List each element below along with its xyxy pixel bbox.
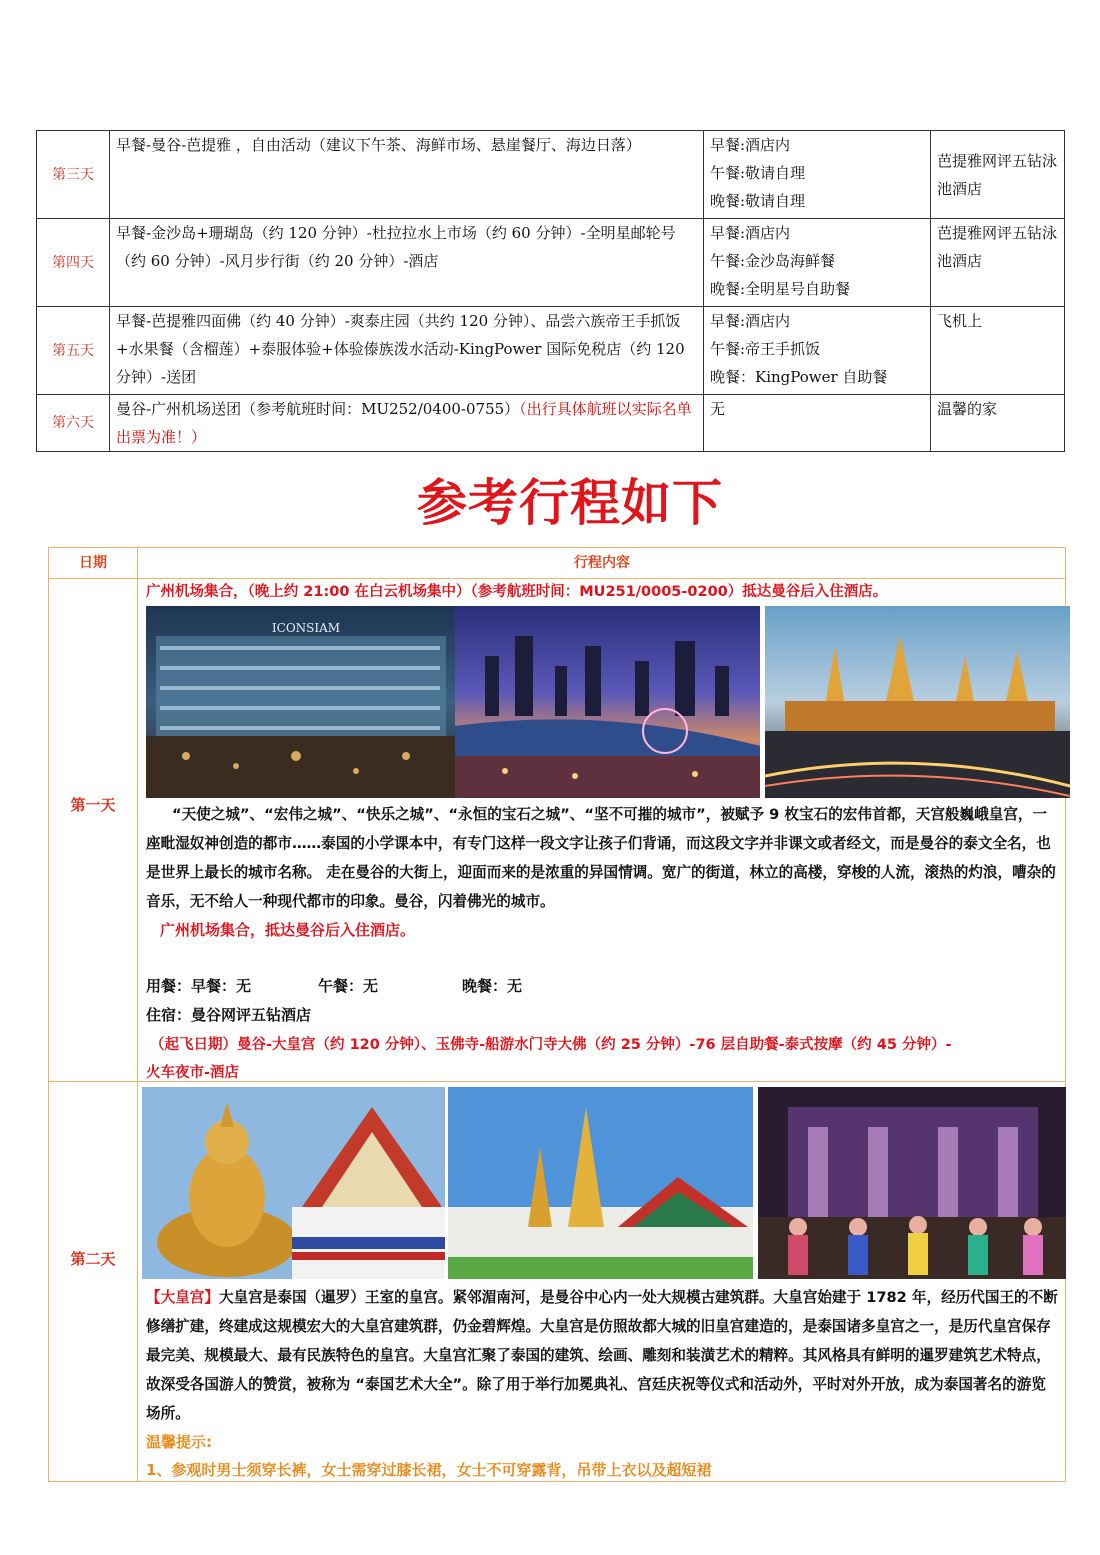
meals-cell [704,307,931,395]
day2-headline-line2: 火车夜市-酒店 [146,1065,240,1081]
meal-dinner: 晚餐:敬请自理 [710,192,806,210]
meal-breakfast: 早餐:酒店内 [710,224,791,242]
meal-breakfast: 早餐:酒店内 [710,312,791,330]
route-text: 早餐-曼谷-芭提雅 ，自由活动（建议下午茶、海鲜市场、悬崖餐厅、海边日落） [110,131,704,219]
column-divider [137,548,138,1481]
route-text: 早餐-芭提雅四面佛（约 40 分钟）-爽泰庄园（共约 120 分钟）、品尝六族帝王手抓饭+水果餐（含榴莲）+泰服体验+体验傣族泼水活动-KingPower 国际免税店（约 120 分钟）-送团 [110,307,704,395]
meal-none: 无 [710,400,726,418]
meal-lunch: 午餐:帝王手抓饭 [710,340,821,358]
day-label: 第六天 [37,395,110,452]
day1-headline: 广州机场集合，（晚上约 21:00 在白云机场集中）（参考航班时间：MU251/0005-0200）抵达曼谷后入住酒店。 [146,584,888,600]
iconsiam-mall-photo [146,606,455,798]
bangkok-river-night-photo [455,606,760,798]
route-main: 曼谷-广州机场送团（参考航班时间：MU252/0400-0755） [116,400,520,418]
meal-breakfast: 早餐:酒店内 [710,136,791,154]
summary-row [37,131,1065,219]
meal-dinner: 晚餐：KingPower 自助餐 [710,368,888,386]
meal-lunch: 午餐:金沙岛海鲜餐 [710,252,836,270]
hotel-text: 芭提雅网评五钻泳池酒店 [931,219,1065,307]
day-label: 第三天 [37,131,110,219]
hotel-text: 温馨的家 [931,395,1065,452]
summary-row [37,307,1065,395]
day-label: 第四天 [37,219,110,307]
route-text [110,395,704,452]
summary-row [37,219,1065,307]
meal-lunch: 午餐:敬请自理 [710,164,806,182]
meals-cell [704,131,931,219]
thai-show-photo [758,1087,1066,1279]
page-title: 参考行程如下 [417,474,723,532]
header-content: 行程内容 [574,555,630,571]
meal-dinner: 晚餐:全明星号自助餐 [710,280,851,298]
day2-description [146,1283,1058,1428]
day1-lunch: 午餐：无 [318,977,379,995]
grand-palace-night-photo [765,606,1070,798]
hotel-text: 飞机上 [931,307,1065,395]
grand-palace-text: 大皇宫是泰国（暹罗）王室的皇宫。紧邻湄南河，是曼谷中心内一处大规模古建筑群。大皇宫始建于 1782 年，经历代国王的不断修缮扩建，终建成这规模宏大的大皇宫建筑群，仍金碧辉煌。大皇宫是仿照故都大城的旧皇宫建造的，是泰国诸多皇宫之一，是历代皇宫保存最完美、规模最大、最有民族特色的皇宫。大皇宫汇聚了泰国的建筑、绘画、雕刻和装潢艺术的精粹。其风格具有鲜明的暹罗建筑艺术特点，故深受各国游人的赞赏，被称为 “泰国艺术大全”。除了用于举行加冕典礼、宫廷庆祝等仪式和活动外，平时对外开放，成为泰国著名的游览场所。 [146,1289,1058,1422]
day1-breakfast: 用餐：早餐：无 [146,977,252,995]
day1-label: 第一天 [70,796,116,814]
day-label: 第五天 [37,307,110,395]
day1-hotel: 住宿：曼谷网评五钻酒店 [146,1006,312,1024]
golden-buddha-photo [142,1087,445,1279]
svg-text:ICONSIAM: ICONSIAM [271,621,341,635]
tips-title: 温馨提示: [146,1433,212,1451]
tip-1: 1、参观时男士须穿长裤，女士需穿过膝长裙，女士不可穿露背，吊带上衣以及超短裙 [146,1461,712,1479]
grand-palace-lead: 【大皇宫】 [146,1289,219,1306]
day1-summary-line: 广州机场集合，抵达曼谷后入住酒店。 [160,921,416,939]
meals-cell [704,395,931,452]
hotel-text: 芭提雅网评五钻泳池酒店 [931,131,1065,219]
summary-row [37,395,1065,452]
day1-description: “天使之城”、“宏伟之城”、“快乐之城”、“永恒的宝石之城”、“坚不可摧的城市”，被赋予 9 枚宝石的宏伟首都，天宫般巍峨皇宫，一座毗湿奴神创造的都市……泰国的小学课本中，有专门这样一段文字让孩子们背诵，而这段文字并非课文或者经文，而是曼谷的泰文全名，也是世界上最长的城市名称。 走在曼谷的大街上，迎面而来的是浓重的异国情调。宽广的街道，林立的高楼，穿梭的人流，滚热的灼浪，嘈杂的音乐，无不给人一种现代都市的印象。曼谷，闪着佛光的城市。 [146,806,1056,910]
route-note: （出行具体航班以实际名单出票为准！） [116,400,692,446]
meals-cell [704,219,931,307]
header-date: 日期 [79,555,107,571]
day1-dinner: 晚餐：无 [462,977,523,995]
day2-label: 第二天 [70,1250,116,1268]
route-text: 早餐-金沙岛+珊瑚岛（约 120 分钟）-杜拉拉水上市场（约 60 分钟）-全明星邮轮号（约 60 分钟）-风月步行街（约 20 分钟）-酒店 [110,219,704,307]
wat-phra-kaew-photo [448,1087,753,1279]
day2-headline-line1: （起飞日期）曼谷-大皇宫（约 120 分钟）、玉佛寺-船游水门寺大佛（约 25 分钟）-76 层自助餐-泰式按摩（约 45 分钟）- [150,1037,952,1053]
summary-table [36,130,1065,452]
